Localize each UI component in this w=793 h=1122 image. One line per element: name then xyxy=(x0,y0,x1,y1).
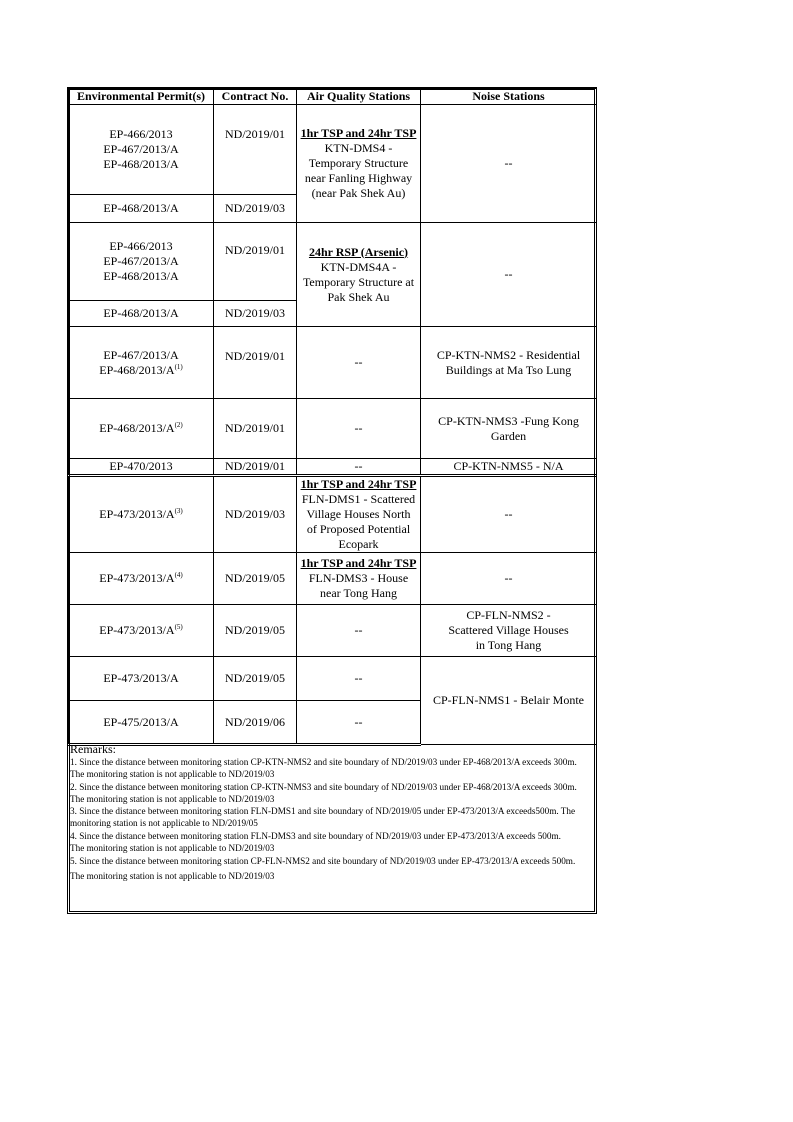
air-station-heading: 1hr TSP and 24hr TSP xyxy=(300,126,417,140)
permit-cell: EP-470/2013 xyxy=(69,459,214,476)
noise-cell: CP-FLN-NMS1 - Belair Monte xyxy=(421,657,597,745)
remarks-section xyxy=(70,742,595,882)
noise-cell: -- xyxy=(421,223,597,327)
noise-line: in Tong Hang xyxy=(475,638,542,652)
header-noise: Noise Stations xyxy=(421,89,597,105)
header-contract: Contract No. xyxy=(214,89,297,105)
noise-line: CP-FLN-NMS2 - xyxy=(466,608,551,622)
noise-cell: -- xyxy=(421,553,597,605)
permit-cell xyxy=(69,223,214,301)
permit-line: EP-466/2013 xyxy=(109,127,173,141)
air-cell xyxy=(297,223,421,327)
table-row xyxy=(69,459,597,476)
noise-cell xyxy=(421,399,597,459)
air-cell: -- xyxy=(297,657,421,701)
permit-line: EP-468/2013/A xyxy=(103,157,179,171)
air-line: Pak Shek Au xyxy=(327,289,390,304)
remarks-title: Remarks: xyxy=(70,742,116,756)
noise-cell: -- xyxy=(421,105,597,223)
remark-line: 3. Since the distance between monitoring station FLN-DMS1 and site boundary of ND/2019/05 under EP-473/2013/A exceeds500m. The xyxy=(70,806,576,817)
permit-line: EP-467/2013/A xyxy=(103,254,179,268)
air-line: Temporary Structure xyxy=(308,156,409,170)
footnote-ref: (4) xyxy=(174,571,183,579)
air-line: FLN-DMS3 - House xyxy=(308,571,409,585)
air-cell: -- xyxy=(297,605,421,657)
permit-cell: EP-475/2013/A xyxy=(69,701,214,745)
contract-cell: ND/2019/03 xyxy=(214,301,297,327)
air-cell: -- xyxy=(297,459,421,476)
air-cell: -- xyxy=(297,701,421,745)
contract-cell: ND/2019/01 xyxy=(214,399,297,459)
remark-line: monitoring station is not applicable to ND/2019/05 xyxy=(70,818,258,829)
air-line: Ecopark xyxy=(338,537,379,551)
air-cell: -- xyxy=(297,327,421,399)
air-cell xyxy=(297,476,421,553)
remark-line: The monitoring station is not applicable to ND/2019/03 xyxy=(70,843,275,854)
air-line: Temporary Structure at xyxy=(302,274,415,289)
contract-cell: ND/2019/01 xyxy=(214,105,297,195)
header-row xyxy=(69,89,597,105)
noise-cell xyxy=(421,605,597,657)
remark-line: The monitoring station is not applicable to ND/2019/03 xyxy=(70,870,275,881)
table-row xyxy=(69,657,597,701)
air-station-heading: 24hr RSP (Arsenic) xyxy=(308,244,409,259)
monitoring-stations-table xyxy=(68,88,597,746)
remark-line: 2. Since the distance between monitoring station CP-KTN-NMS3 and site boundary of ND/2019/03 under EP-468/2013/A exceeds 300m. xyxy=(70,781,577,792)
noise-line: CP-KTN-NMS3 -Fung Kong xyxy=(438,413,579,428)
permit-cell: $EP-473/2013/A^{(5)}$ xyxy=(69,605,214,657)
air-cell: -- xyxy=(297,399,421,459)
air-line: near Tong Hang xyxy=(320,586,397,600)
footnote-ref: (2) xyxy=(174,421,183,429)
noise-cell: CP-KTN-NMS5 - N/A xyxy=(421,459,597,476)
noise-line: Buildings at Ma Tso Lung xyxy=(445,362,572,377)
contract-cell: ND/2019/03 xyxy=(214,195,297,223)
contract-cell: ND/2019/06 xyxy=(214,701,297,745)
air-line: (near Pak Shek Au) xyxy=(311,186,406,200)
air-cell xyxy=(297,553,421,605)
permit-cell: $EP-473/2013/A^{(4)}$ xyxy=(69,553,214,605)
air-line: Village Houses North xyxy=(306,507,411,521)
header-permit: Environmental Permit(s) xyxy=(69,89,214,105)
contract-cell: ND/2019/01 xyxy=(214,327,297,399)
remark-line: 1. Since the distance between monitoring station CP-KTN-NMS2 and site boundary of ND/2019/03 under EP-468/2013/A exceeds 300m. xyxy=(70,757,577,767)
table-row xyxy=(69,476,597,553)
table-row xyxy=(69,605,597,657)
permit-cell xyxy=(69,105,214,195)
footnote-ref: (3) xyxy=(174,507,183,515)
contract-cell: ND/2019/05 xyxy=(214,553,297,605)
contract-cell: ND/2019/05 xyxy=(214,657,297,701)
permit-line: EP-467/2013/A xyxy=(103,142,179,156)
air-line: FLN-DMS1 - Scattered xyxy=(301,492,416,506)
contract-cell: ND/2019/01 xyxy=(214,459,297,476)
permit-cell: $EP-473/2013/A^{(3)}$ xyxy=(69,476,214,553)
noise-line: CP-KTN-NMS2 - Residential xyxy=(436,347,581,362)
contract-cell: ND/2019/03 xyxy=(214,476,297,553)
contract-cell: ND/2019/05 xyxy=(214,605,297,657)
table-row xyxy=(69,223,597,301)
footnote-ref: (1) xyxy=(174,362,183,371)
table-row xyxy=(69,105,597,195)
permit-cell: EP-468/2013/A xyxy=(69,195,214,223)
remark-line: 5. Since the distance between monitoring station CP-FLN-NMS2 and site boundary of ND/2019/03 under EP-473/2013/A exceeds 500m. xyxy=(70,856,576,867)
air-cell xyxy=(297,105,421,223)
permit-line: EP-468/2013/A xyxy=(103,269,179,283)
noise-cell xyxy=(421,327,597,399)
table-row xyxy=(69,327,597,399)
header-air: Air Quality Stations xyxy=(297,89,421,105)
air-line: near Fanling Highway xyxy=(304,171,413,185)
remark-line: 4. Since the distance between monitoring station FLN-DMS3 and site boundary of ND/2019/03 under EP-473/2013/A exceeds 500m. xyxy=(70,830,561,841)
permit-line: $EP-468/2013/A^{(1)}$ xyxy=(99,362,183,377)
permit-cell: EP-468/2013/A xyxy=(69,301,214,327)
air-line: KTN-DMS4 - xyxy=(324,141,393,155)
permit-cell: EP-473/2013/A xyxy=(69,657,214,701)
table-row xyxy=(69,553,597,605)
noise-line: Garden xyxy=(490,428,527,443)
permit-cell xyxy=(69,327,214,399)
remark-line: The monitoring station is not applicable to ND/2019/03 xyxy=(70,769,275,780)
noise-line: Scattered Village Houses xyxy=(448,623,569,637)
table-row xyxy=(69,399,597,459)
air-station-heading: 1hr TSP and 24hr TSP xyxy=(300,477,417,491)
air-line: KTN-DMS4A - xyxy=(320,259,397,274)
permit-cell: $EP-468/2013/A^{(2)}$ xyxy=(69,399,214,459)
footnote-ref: (5) xyxy=(174,623,183,631)
permit-line: EP-467/2013/A xyxy=(103,347,179,362)
remark-line: The monitoring station is not applicable to ND/2019/03 xyxy=(70,793,275,804)
noise-cell: -- xyxy=(421,476,597,553)
contract-cell: ND/2019/01 xyxy=(214,223,297,301)
air-station-heading: 1hr TSP and 24hr TSP xyxy=(300,556,417,570)
permit-line: EP-466/2013 xyxy=(109,239,173,253)
air-line: of Proposed Potential xyxy=(306,522,411,536)
